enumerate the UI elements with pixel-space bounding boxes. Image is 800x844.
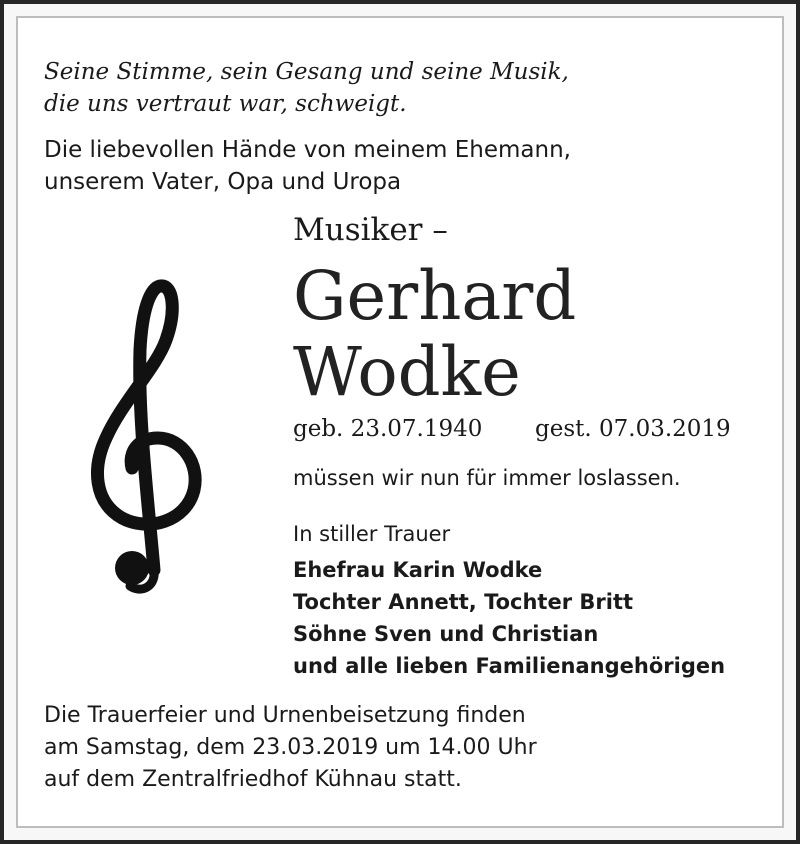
occupation-label: Musiker –: [293, 212, 448, 248]
funeral-line-2: am Samstag, dem 23.03.2019 um 14.00 Uhr: [44, 735, 537, 760]
treble-clef-icon: [82, 270, 212, 600]
quote-line-2: die uns vertraut war, schweigt.: [44, 91, 407, 117]
mourner-name: Ehefrau Karin Wodke: [293, 558, 543, 582]
death-date: gest. 07.03.2019: [535, 416, 731, 442]
quote-line-1: Seine Stimme, sein Gesang und seine Musik,: [44, 59, 569, 85]
intro-line-2: unserem Vater, Opa und Uropa: [44, 169, 402, 195]
last-name: Wodke: [293, 333, 521, 411]
release-text: müssen wir nun für immer loslassen.: [293, 466, 681, 490]
birth-date: geb. 23.07.1940: [293, 416, 483, 442]
first-name: Gerhard: [293, 257, 577, 335]
funeral-line-3: auf dem Zentralfriedhof Kühnau statt.: [44, 767, 462, 792]
mourner-name: Tochter Annett, Tochter Britt: [293, 590, 634, 614]
mourning-heading: In stiller Trauer: [293, 522, 451, 546]
mourner-name: Söhne Sven und Christian: [293, 622, 599, 646]
funeral-line-1: Die Trauerfeier und Urnenbeisetzung finden: [44, 703, 526, 728]
mourner-name: und alle lieben Familienangehörigen: [293, 654, 726, 678]
intro-line-1: Die liebevollen Hände von meinem Ehemann,: [44, 137, 571, 163]
